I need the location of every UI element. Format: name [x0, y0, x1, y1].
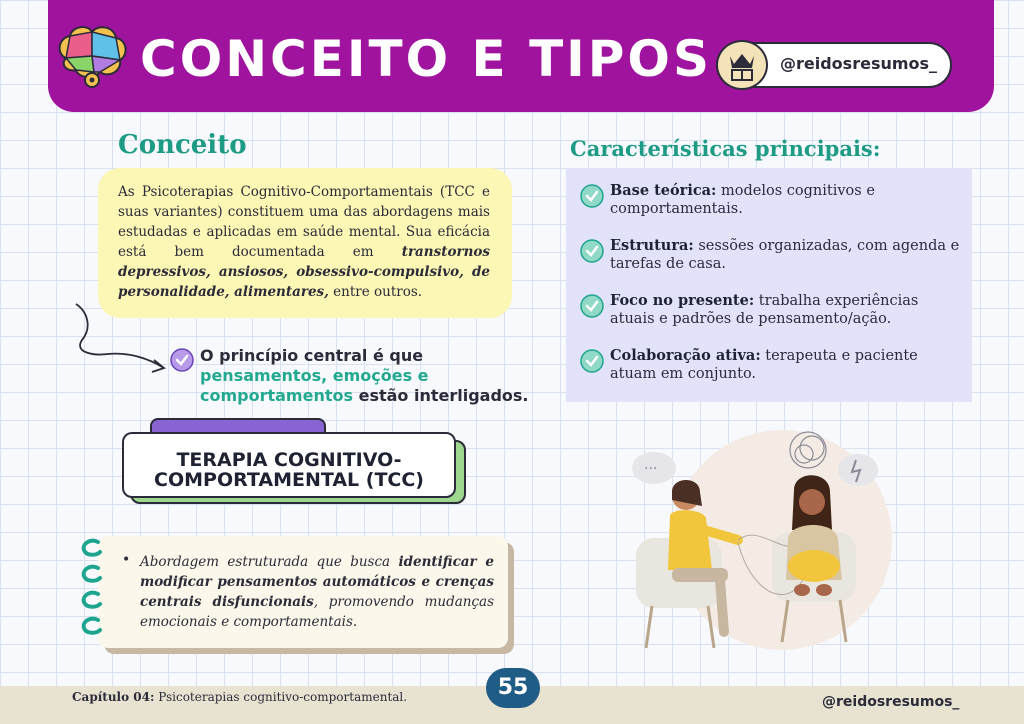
concept-title: Conceito [118, 130, 247, 160]
spiral-ring-icon [78, 564, 104, 584]
note-bullet: • [122, 552, 131, 568]
check-circle-icon [580, 349, 604, 373]
concept-highlight: transtornos depressivos, ansiosos, obsessivo-compulsivo, de personalidade, alimentares, [118, 244, 490, 300]
note-highlight: identificar e modificar pensamentos automáticos e crenças centrais disfuncionais [140, 554, 494, 610]
concept-text: As Psicoterapias Cognitivo-Comportamentais (TCC e suas variantes) constituem uma das abordagens mais estudadas e aplicadas em saúde mental. Sua eficácia está bem documentada em transtornos depressivos, ansiosos, obsessivo-compulsivo, de personalidade, alimentares, entre outros. [118, 184, 490, 300]
svg-text:···: ··· [644, 461, 658, 477]
footer-handle[interactable]: @reidosresumos_ [822, 694, 960, 710]
spiral-ring-icon [78, 616, 104, 636]
features-title: Características principais: [570, 136, 881, 161]
header-handle[interactable]: @reidosresumos_ [780, 54, 938, 73]
tcc-badge-label: TERAPIA COGNITIVO- COMPORTAMENTAL (TCC) [154, 449, 424, 491]
principle-highlight: pensamentos, emoções e comportamentos [200, 366, 429, 405]
check-circle-icon [580, 184, 604, 208]
crown-book-logo-icon [716, 40, 768, 90]
check-circle-icon [580, 239, 604, 263]
puzzle-brain-icon [52, 20, 132, 90]
check-circle-icon [580, 294, 604, 318]
curved-arrow-icon [68, 300, 178, 380]
spiral-ring-icon [78, 590, 104, 610]
principle-text: O princípio central é que pensamentos, emoções e comportamentos estão interligados. [200, 346, 529, 405]
page-title: CONCEITO E TIPOS [140, 30, 712, 88]
check-circle-icon [170, 348, 194, 372]
spiral-ring-icon [78, 538, 104, 558]
page-number: 55 [486, 668, 540, 708]
therapy-session-illustration [612, 420, 912, 660]
note-text: Abordagem estruturada que busca identificar e modificar pensamentos automáticos e crenças centrais disfuncionais, promovendo mudanças emocionais e comportamentais. [140, 554, 494, 630]
footer-chapter: Capítulo 04: Psicoterapias cognitivo-comportamental. [72, 690, 408, 704]
